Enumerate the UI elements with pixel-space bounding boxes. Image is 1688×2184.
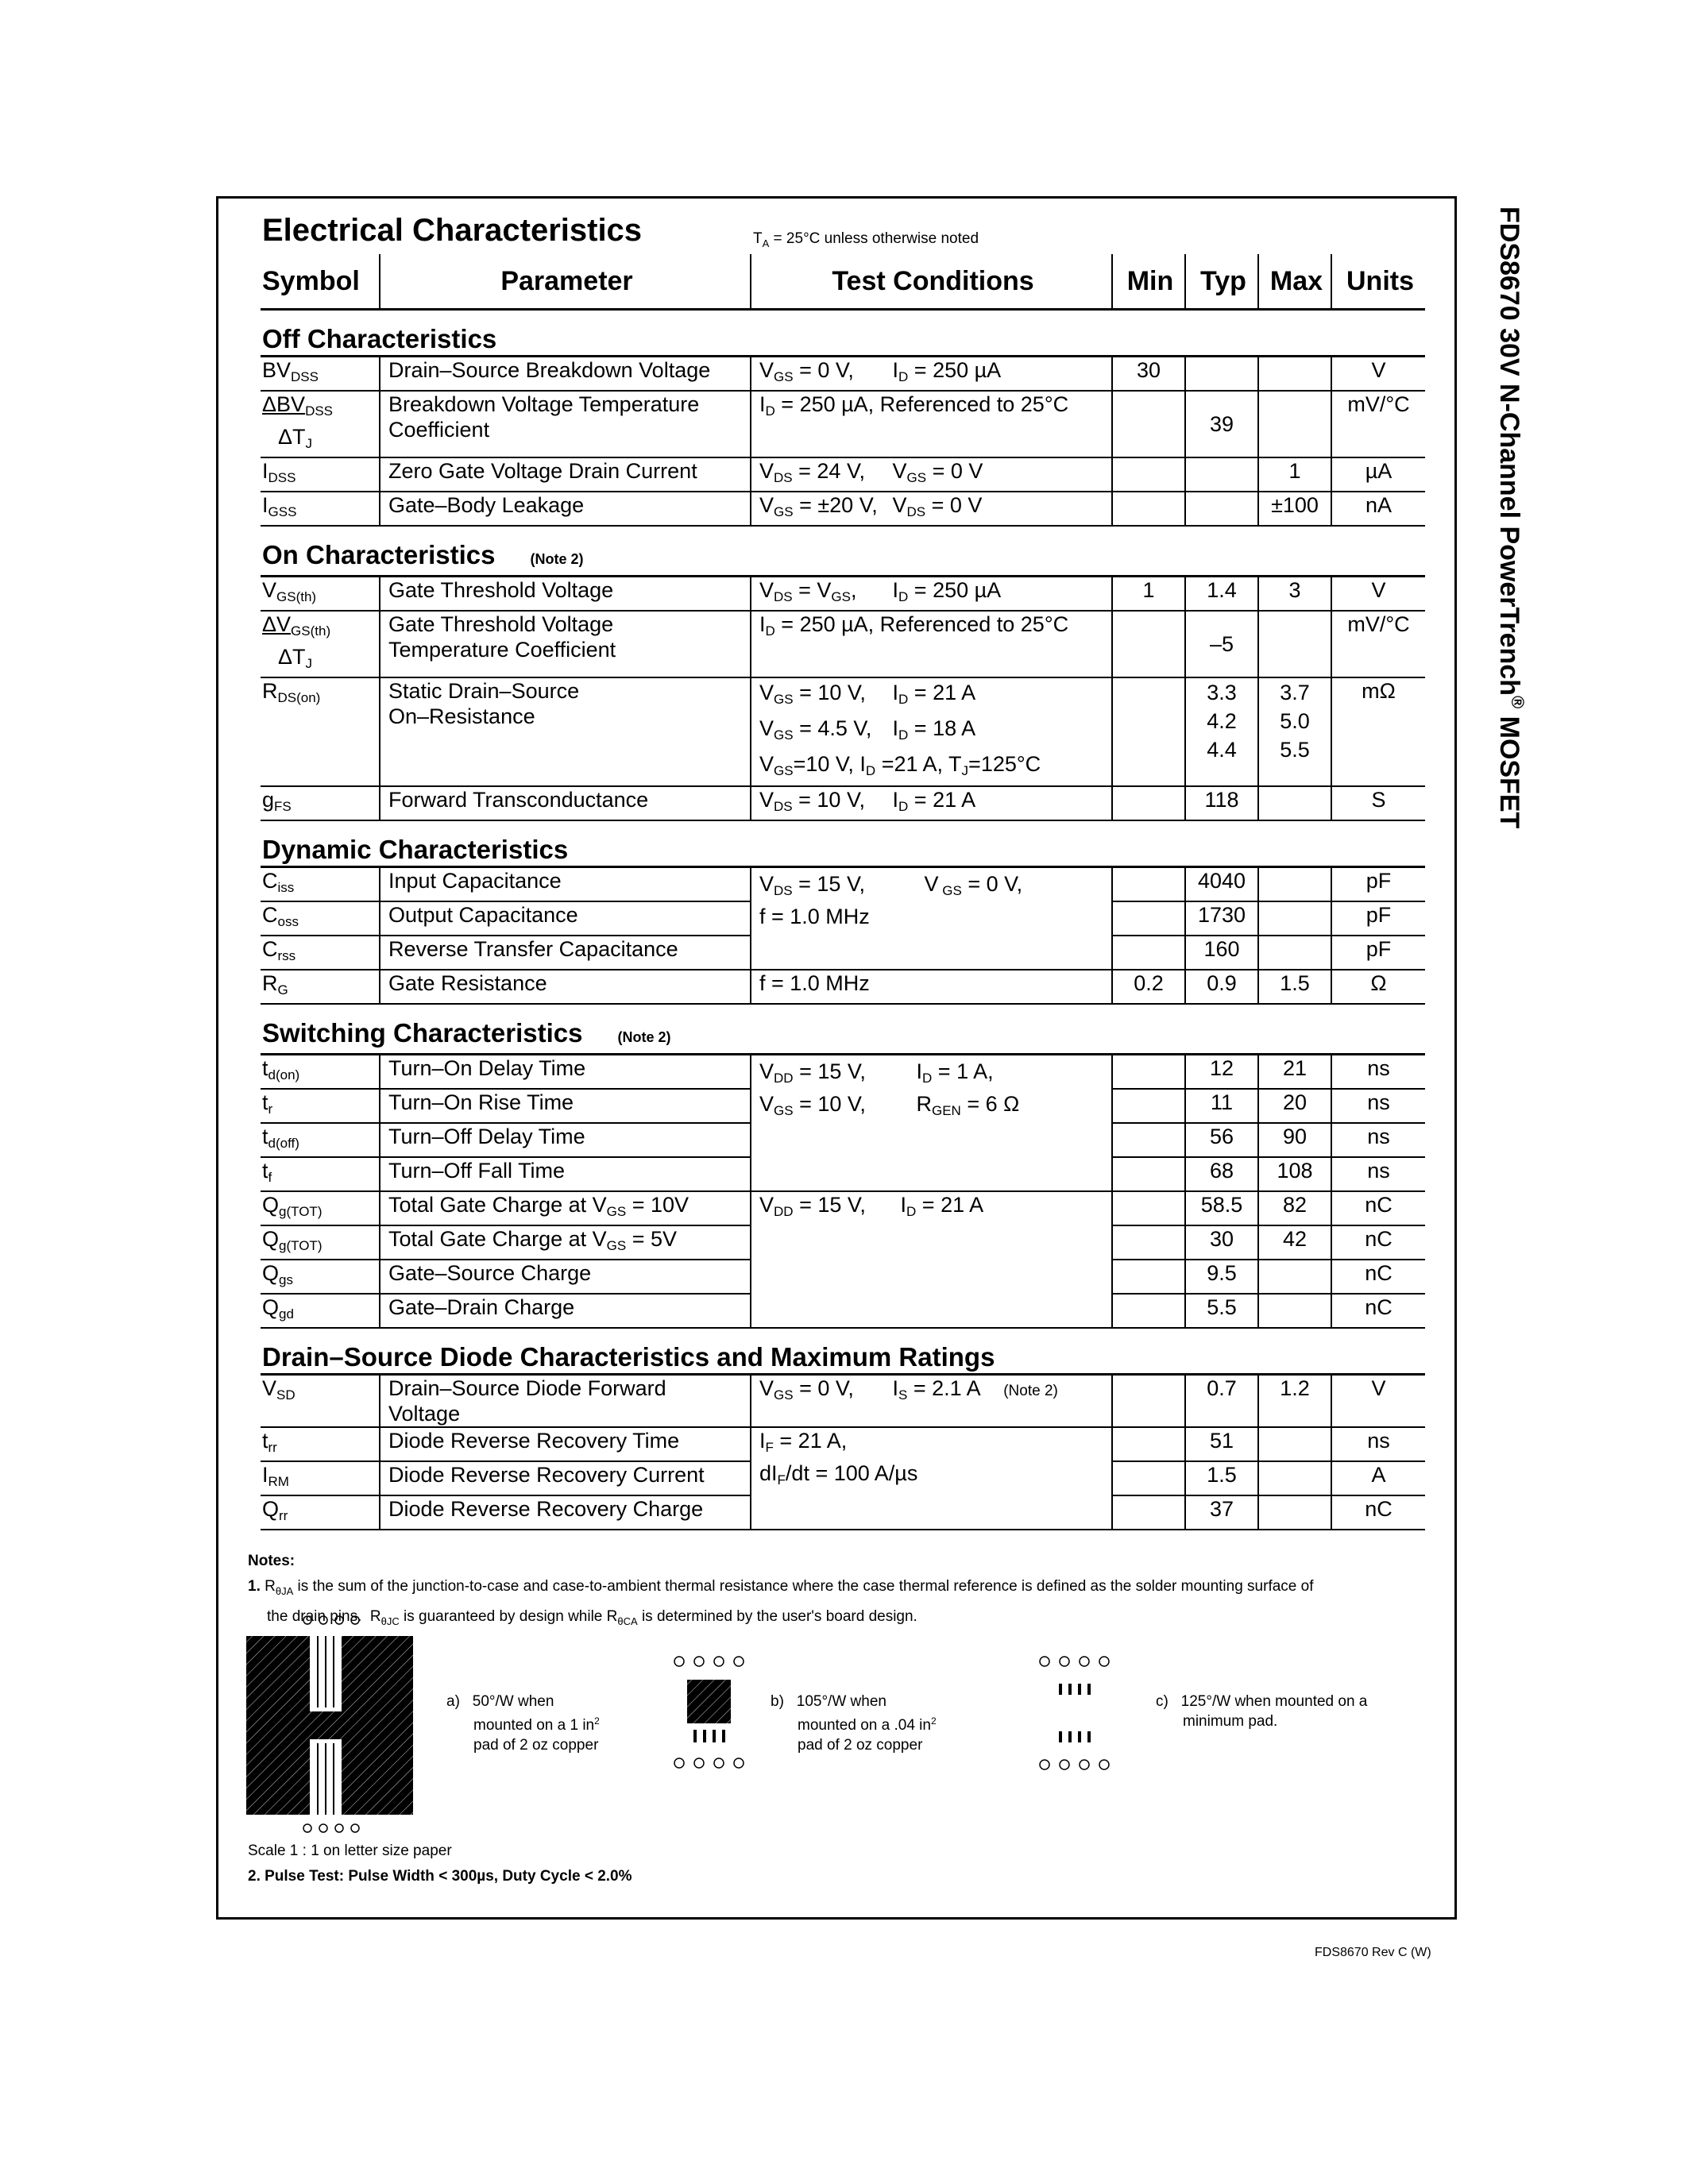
section-switching: Switching Characteristics (Note 2): [261, 1004, 1425, 1055]
table-row: $I_{DSS}$ Zero Gate Voltage Drain Current $V_{DS} = 24$ V, $V_{GS} = 0$ V 1 µA: [261, 457, 1425, 492]
col-max: Max: [1258, 254, 1331, 310]
pad-large-icon: [242, 1612, 425, 1843]
section-dynamic: Dynamic Characteristics: [261, 820, 1425, 867]
table-row: $t_{rr}$ Diode Reverse Recovery Time $I_F = 21$ A, $dI_F/dt = 100$ A/µs 51 ns: [261, 1427, 1425, 1461]
table-row: $C_{iss}$ Input Capacitance $V_{DS} = 15$ V, V $_{GS}$ = 0 V, f = 1.0 MHz 4040 pF: [261, 867, 1425, 902]
footer-revision: FDS8670 Rev C (W): [1315, 1946, 1431, 1959]
pad-caption-b: b) 105°/W when mounted on a .04 $in^2$ pad of 2 oz copper: [771, 1693, 937, 1754]
section-off: Off Characteristics: [261, 310, 1425, 357]
section-on: On Characteristics (Note 2): [261, 526, 1425, 577]
pad-caption-c: c) 125°/W when mounted on a minimum pad.: [1156, 1693, 1368, 1730]
col-symbol: Symbol: [261, 254, 380, 310]
table-row: $g_{FS}$ Forward Transconductance $V_{DS} = 10$ V, $I_D = 21$ A 118 S: [261, 786, 1425, 820]
table-row: $Q_{gd}$ Gate–Drain Charge 5.5 nC: [261, 1294, 1425, 1328]
notes: Notes: 1. $R_{\theta JA}$ is the sum of the junction-to-case and case-to-ambient thermal resistance where the case thermal reference is defined as the solder mounting surface of the drain pins. $R_{\theta JC}$ is guaranteed by design while $R_{\theta CA}$ is determined by the user's board design.: [248, 1553, 1314, 1627]
col-typ: Typ: [1185, 254, 1258, 310]
header-row: [261, 254, 1425, 310]
col-min: Min: [1112, 254, 1185, 310]
table-row: $BV_{DSS}$ Drain–Source Breakdown Voltage $V_{GS} = 0$ V, $I_D = 250$ µA 30 V: [261, 357, 1425, 392]
table-row: $R_G$ Gate Resistance f = 1.0 MHz 0.2 0.9 1.5 Ω: [261, 970, 1425, 1004]
table-row: $Q_{g(TOT)}$ Total Gate Charge at $V_{GS} = 5V$ 30 42 nC: [261, 1225, 1425, 1260]
table-row: $\Delta BV_{DSS}$ $\Delta T_J$ Breakdown Voltage Temperature Coefficient $I_D = 250$ µA, Referenced to 25°C 39 mV/°C: [261, 391, 1425, 457]
pad-caption-a: a) 50°/W when mounted on a 1 $in^2$ pad of 2 oz copper: [446, 1693, 600, 1754]
table-row: $Q_{g(TOT)}$ Total Gate Charge at $V_{GS} = 10V$ $V_{DD} = 15$ V, $I_D = 21$ A 58.5 82 nC: [261, 1191, 1425, 1225]
scale-note: Scale 1 : 1 on letter size paper: [248, 1843, 452, 1859]
table-row: $C_{rss}$ Reverse Transfer Capacitance 160 pF: [261, 936, 1425, 970]
pad-medium-icon: [663, 1652, 759, 1787]
table-row: $t_r$ Turn–On Rise Time 11 20 ns: [261, 1089, 1425, 1123]
table-row: $C_{oss}$ Output Capacitance 1730 pF: [261, 901, 1425, 936]
table-row: $V_{GS(th)}$ Gate Threshold Voltage $V_{DS} = V_{GS}$, $I_D = 250$ µA 1 1.4 3 V: [261, 577, 1425, 612]
col-units: Units: [1331, 254, 1425, 310]
table-row: $R_{DS(on)}$ Static Drain–Source On–Resistance $V_{GS} = 10$ V, $I_D = 21$ A $V_{GS} = 4.5$ V, $I_D = 18$ A $V_{GS}=10$ V, $I_D =21$ A, $T_J=125^\circ C$ 3.3 4.2 4.4 3.7 5.0 5.5 mΩ: [261, 677, 1425, 786]
side-title: FDS8670 30V N-Channel PowerTrench® MOSFET: [1494, 206, 1528, 829]
table-row: $t_{d(off)}$ Turn–Off Delay Time 56 90 ns: [261, 1123, 1425, 1157]
table-row: $V_{SD}$ Drain–Source Diode Forward Voltage $V_{GS} = 0$ V, $I_S = 2.1$ A (Note 2) 0.7 1.2 V: [261, 1375, 1425, 1428]
section-heading: Electrical Characteristics: [262, 213, 643, 248]
table-row: $t_f$ Turn–Off Fall Time 68 108 ns: [261, 1157, 1425, 1191]
condition-note: $T_A = 25^\circ C$ unless otherwise noted: [753, 230, 979, 249]
table-row: $\Delta V_{GS(th)}$ $\Delta T_J$ Gate Threshold Voltage Temperature Coefficient $I_D = 250$ µA, Referenced to 25°C –5 mV/°C: [261, 611, 1425, 677]
table-row: $I_{GSS}$ Gate–Body Leakage $V_{GS} = \pm 20$ V, $V_{DS} = 0$ V ±100 nA: [261, 492, 1425, 526]
col-conditions: Test Conditions: [751, 254, 1112, 310]
col-parameter: Parameter: [380, 254, 751, 310]
electrical-characteristics-table: [261, 254, 1425, 1530]
table-row: $Q_{gs}$ Gate–Source Charge 9.5 nC: [261, 1260, 1425, 1294]
section-diode: Drain–Source Diode Characteristics and Maximum Ratings: [261, 1328, 1425, 1375]
table-row: $t_{d(on)}$ Turn–On Delay Time $V_{DD} = 15$ V, $I_D = 1$ A, $V_{GS} = 10$ V, $R_{GEN} = 6$ Ω 12 21 ns: [261, 1055, 1425, 1090]
pad-minimum-icon: [1033, 1652, 1120, 1787]
table-row: $I_{RM}$ Diode Reverse Recovery Current 1.5 A: [261, 1461, 1425, 1495]
note-2: 2. Pulse Test: Pulse Width < 300µs, Duty Cycle < 2.0%: [248, 1868, 632, 1885]
table-row: $Q_{rr}$ Diode Reverse Recovery Charge 37 nC: [261, 1495, 1425, 1530]
